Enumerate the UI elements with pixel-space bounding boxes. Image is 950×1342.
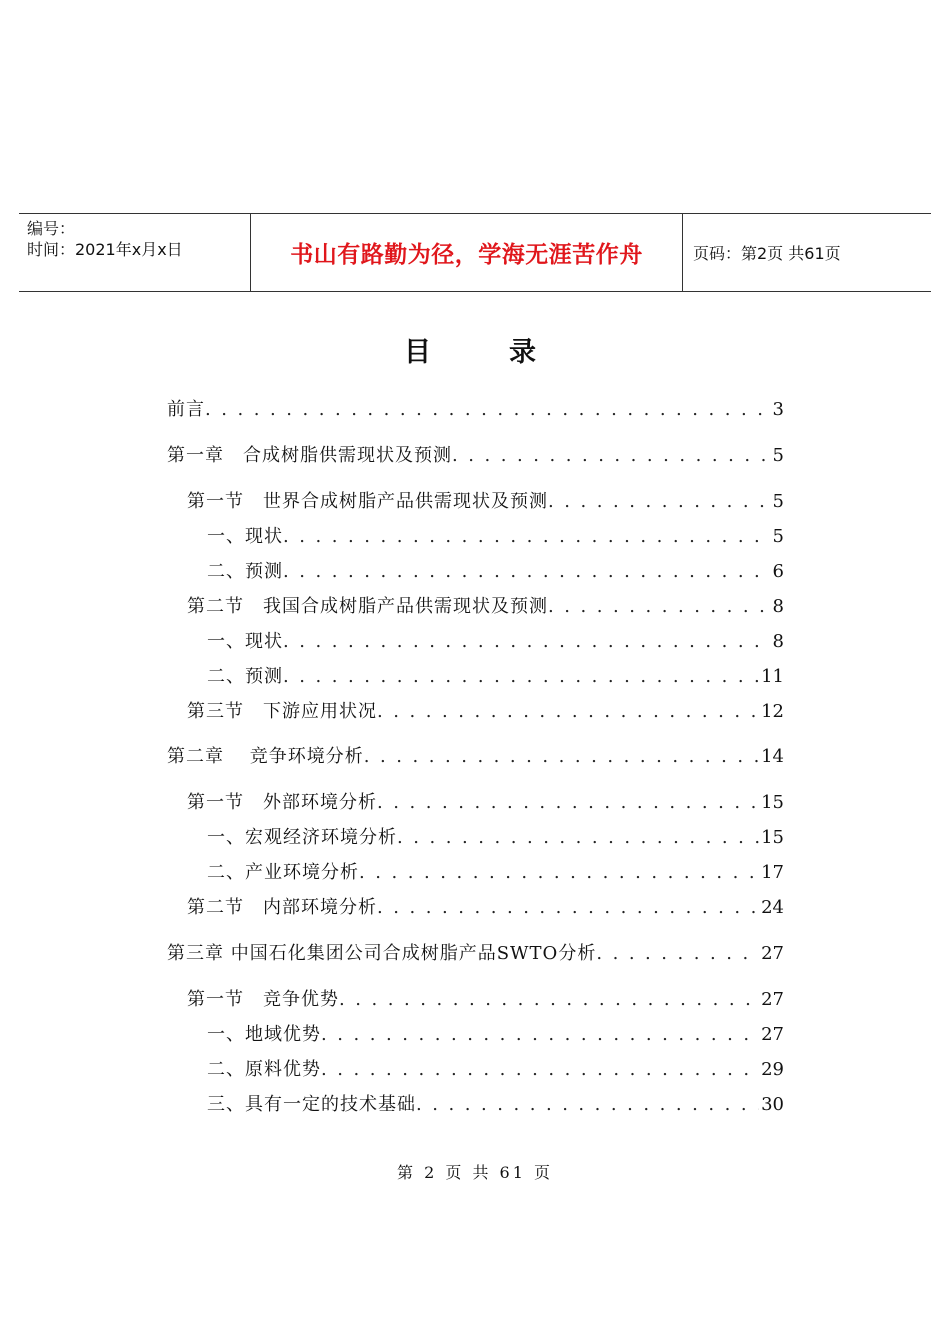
dot-leader <box>339 987 759 1013</box>
toc-entry-label: 一、宏观经济环境分析 <box>207 827 397 848</box>
toc-entry-label: 一、现状 <box>207 631 283 652</box>
header-page-cell <box>683 214 931 291</box>
toc-entry[interactable] <box>207 860 784 886</box>
dot-leader <box>283 629 771 655</box>
toc-entry-page: 12 <box>761 701 784 722</box>
toc-entry-label: 一、现状 <box>207 526 283 547</box>
dot-leader <box>283 664 759 690</box>
toc-entry-page: 5 <box>772 491 784 512</box>
toc-entry-label: 前言 <box>167 399 205 420</box>
header-meta <box>19 214 251 291</box>
dot-leader <box>321 1057 759 1083</box>
toc-entry-page: 27 <box>761 989 784 1010</box>
toc-entry-page: 27 <box>761 943 784 964</box>
dot-leader <box>548 489 771 515</box>
toc-entry-page: 3 <box>772 399 784 420</box>
toc-entry-label: 第三章 中国石化集团公司合成树脂产品SWTO分析 <box>167 943 597 964</box>
toc-entry[interactable] <box>207 1057 784 1083</box>
toc-entry-label: 第二章 竞争环境分析 <box>167 746 364 767</box>
time-label: 时间：2021年x月x日 <box>27 240 183 259</box>
toc-entry[interactable] <box>207 664 784 690</box>
toc-entry-page: 29 <box>761 1059 784 1080</box>
dot-leader <box>377 895 759 921</box>
dot-leader <box>283 524 771 550</box>
toc-entry-page: 14 <box>761 746 784 767</box>
dot-leader <box>397 825 759 851</box>
toc-entry[interactable] <box>207 559 784 585</box>
dot-leader <box>452 443 771 469</box>
toc-entry-label: 二、预测 <box>207 666 283 687</box>
toc-title: 目录 <box>404 337 614 368</box>
toc-entry-page: 6 <box>772 561 784 582</box>
toc-entry-label: 第二节 内部环境分析 <box>187 897 377 918</box>
number-label: 编号： <box>27 219 76 238</box>
toc-entry-label: 一、地域优势 <box>207 1024 321 1045</box>
dot-leader <box>205 397 771 423</box>
document-header <box>19 213 931 292</box>
toc-entry[interactable] <box>187 594 784 620</box>
dot-leader <box>359 860 759 886</box>
toc-entry[interactable] <box>167 941 784 967</box>
dot-leader <box>283 559 771 585</box>
toc-entry-page: 15 <box>761 827 784 848</box>
toc-entry[interactable] <box>187 790 784 816</box>
page-code: 页码：第2页 共61页 <box>693 244 841 263</box>
toc-entry-label: 二、预测 <box>207 561 283 582</box>
toc-entry[interactable] <box>167 443 784 469</box>
toc-entry[interactable] <box>187 489 784 515</box>
dot-leader <box>321 1022 759 1048</box>
dot-leader <box>377 699 759 725</box>
toc-entry-page: 5 <box>772 445 784 466</box>
toc-entry-page: 8 <box>772 596 784 617</box>
toc-entry[interactable] <box>187 699 784 725</box>
toc-entry-label: 第一章 合成树脂供需现状及预测 <box>167 445 452 466</box>
toc-entry-page: 8 <box>772 631 784 652</box>
toc-entry-page: 27 <box>761 1024 784 1045</box>
toc-entry[interactable] <box>167 744 784 770</box>
toc-entry-page: 11 <box>761 666 784 687</box>
toc-entry-label: 三、具有一定的技术基础 <box>207 1094 416 1115</box>
toc-entry-page: 5 <box>772 526 784 547</box>
toc-entry-label: 第一节 世界合成树脂产品供需现状及预测 <box>187 491 548 512</box>
toc-entry-page: 17 <box>761 862 784 883</box>
header-motto-cell <box>251 214 683 291</box>
toc-entry[interactable] <box>167 397 784 423</box>
motto: 书山有路勤为径，学海无涯苦作舟 <box>290 242 643 268</box>
dot-leader <box>416 1092 759 1118</box>
toc-entry-page: 24 <box>761 897 784 918</box>
toc-entry[interactable] <box>207 825 784 851</box>
toc-entry-label: 二、产业环境分析 <box>207 862 359 883</box>
toc-entry-label: 第一节 竞争优势 <box>187 989 339 1010</box>
toc-entry[interactable] <box>207 1092 784 1118</box>
toc-entry-label: 二、原料优势 <box>207 1059 321 1080</box>
toc-entry[interactable] <box>207 524 784 550</box>
page-footer: 第 2 页 共 61 页 <box>397 1163 553 1182</box>
toc-entry[interactable] <box>207 629 784 655</box>
dot-leader <box>548 594 771 620</box>
toc-entry[interactable] <box>187 895 784 921</box>
toc-entry-page: 15 <box>761 792 784 813</box>
toc-entry-page: 30 <box>761 1094 784 1115</box>
toc-entry-label: 第一节 外部环境分析 <box>187 792 377 813</box>
dot-leader <box>364 744 759 770</box>
toc-entry[interactable] <box>187 987 784 1013</box>
toc-entry-label: 第二节 我国合成树脂产品供需现状及预测 <box>187 596 548 617</box>
dot-leader <box>596 941 759 967</box>
toc-entry-label: 第三节 下游应用状况 <box>187 701 377 722</box>
toc-entry[interactable] <box>207 1022 784 1048</box>
dot-leader <box>377 790 759 816</box>
